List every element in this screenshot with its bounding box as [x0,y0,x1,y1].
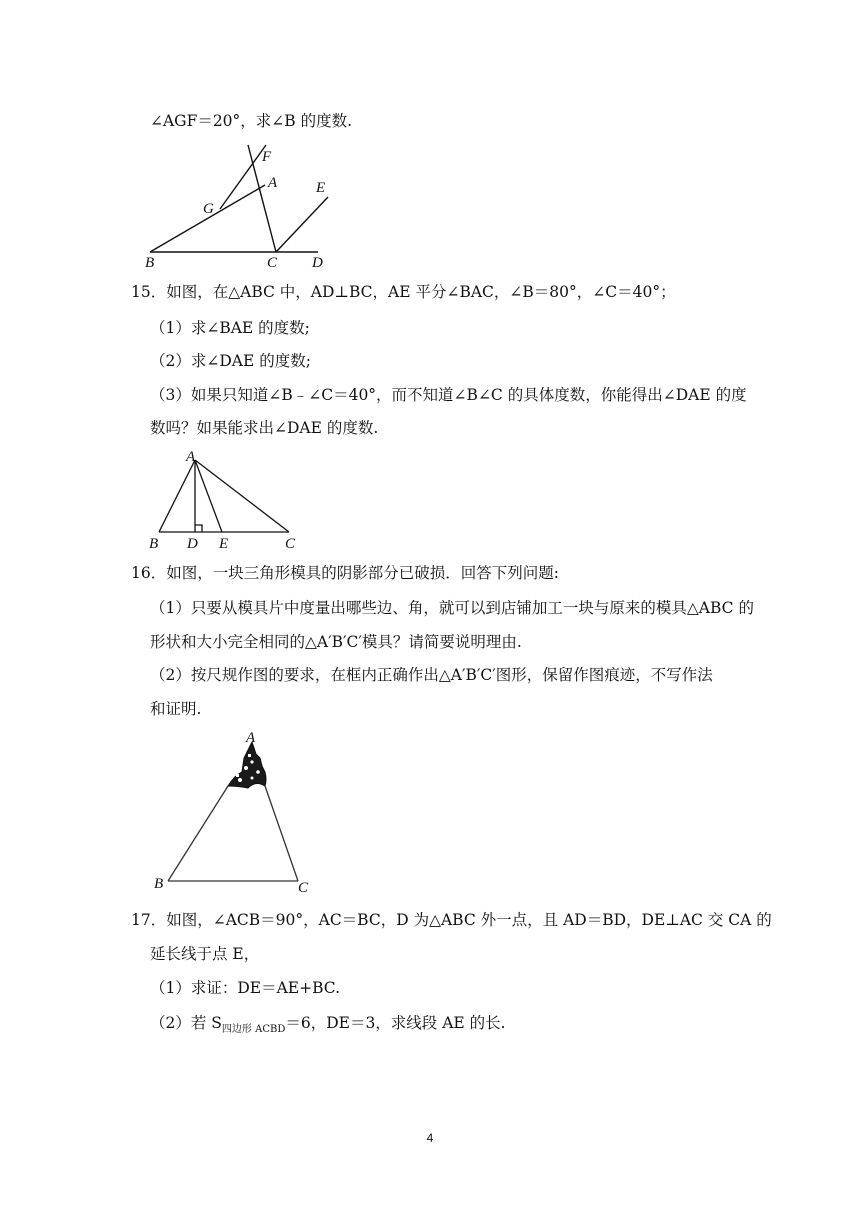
q15-part3-line1: （3）如果只知道∠B﹣∠C＝40°，而不知道∠B∠C 的具体度数，你能得出∠DAE 的度 [150,386,747,404]
broken-region [228,742,266,788]
label-d: D [312,255,323,271]
q14-figure [140,140,340,272]
segment-ce [276,197,328,252]
q16-figure [148,728,318,896]
label-a: A [186,449,196,465]
q16-stem: 16．如图，一块三角形模具的阴影部分已破损．回答下列问题: [131,564,559,582]
label-g: G [203,201,214,217]
q17-stem-line1: 17．如图，∠ACB＝90°，AC＝BC，D 为△ABC 外一点，且 AD＝BD，DE⊥AC 交 CA 的 [131,911,772,929]
q17-part1: （1）求证：DE＝AE+BC. [150,979,341,997]
label-a: A [246,730,256,746]
q15-part2: （2）求∠DAE 的度数; [150,352,311,370]
segment-gf [220,145,266,209]
label-e: E [219,536,229,552]
label-f: F [262,149,272,165]
q15-figure [145,446,315,554]
label-c: C [267,255,278,271]
segment-b-broken [168,786,228,881]
segment-ab [159,460,195,532]
label-c: C [298,880,309,896]
label-a: A [268,175,278,191]
q17-part2-subscript: 四边形 ACBD [221,1024,286,1036]
label-b: B [154,876,164,892]
q15-part3-line2: 数吗？如果能求出∠DAE 的度数. [150,419,379,437]
label-b: B [145,255,155,271]
q17-part2 [150,1013,506,1040]
q15-stem: 15．如图，在△ABC 中，AD⊥BC，AE 平分∠BAC，∠B＝80°，∠C＝40°； [131,283,676,301]
q16-part1-line1: （1）只要从模具片中度量出哪些边、角，就可以到店铺加工一块与原来的模具△ABC 的 [150,599,754,617]
page-number: 4 [426,1131,434,1145]
segment-ba [150,185,265,252]
q16-part1-line2: 形状和大小完全相同的△A′B′C′模具？请简要说明理由. [150,633,522,651]
q17-part2-post: ＝6，DE＝3，求线段 AE 的长. [285,1014,506,1032]
q16-part2-line1: （2）按尺规作图的要求，在框内正确作出△A′B′C′图形，保留作图痕迹，不写作法 [150,666,713,684]
q15-part1: （1）求∠BAE 的度数; [150,319,310,337]
q17-part2-pre: （2）若 S [150,1014,222,1032]
label-c: C [285,536,296,552]
label-e: E [316,180,326,196]
label-b: B [149,536,159,552]
right-angle-mark [195,525,202,532]
label-d: D [187,536,198,552]
q14-text: ∠AGF＝20°，求∠B 的度数. [150,112,353,130]
q16-part2-line2: 和证明. [150,700,202,718]
segment-c-broken [265,786,298,881]
q17-stem-line2: 延长线于点 E， [150,945,260,963]
